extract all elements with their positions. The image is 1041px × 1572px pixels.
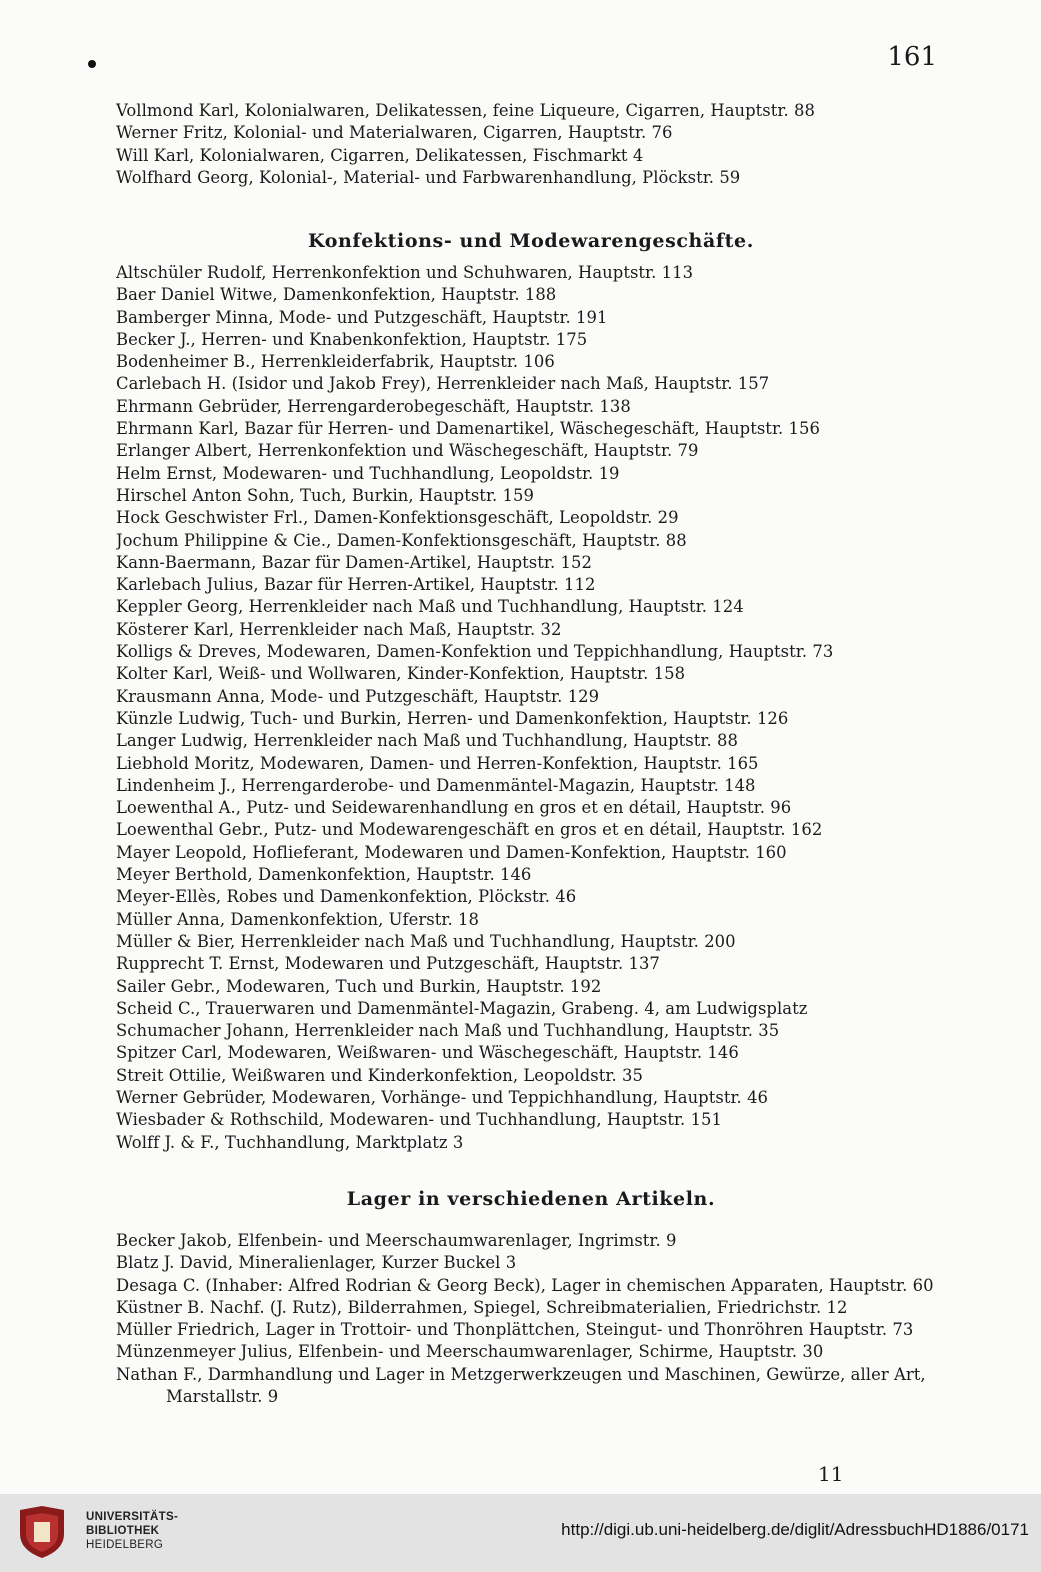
list-item: Kolligs & Dreves, Modewaren, Damen-Konfektion und Teppichhandlung, Hauptstr. 73 <box>116 642 834 662</box>
list-item: Kösterer Karl, Herrenkleider nach Maß, Hauptstr. 32 <box>116 619 562 639</box>
list-item: Krausmann Anna, Mode- und Putzgeschäft, Hauptstr. 129 <box>116 686 600 706</box>
list-item: Vollmond Karl, Kolonialwaren, Delikatessen, feine Liqueure, Cigarren, Hauptstr. 88 <box>116 101 815 120</box>
section-lager-list <box>116 1230 946 1408</box>
list-item: Wiesbader & Rothschild, Modewaren- und Tuchhandlung, Hauptstr. 151 <box>116 1110 723 1130</box>
sheet-signature: 11 <box>818 1462 844 1486</box>
list-item: Carlebach H. (Isidor und Jakob Frey), Herrenkleider nach Maß, Hauptstr. 157 <box>116 374 770 394</box>
list-item: Sailer Gebr., Modewaren, Tuch und Burkin, Hauptstr. 192 <box>116 976 602 996</box>
list-item: Lindenheim J., Herrengarderobe- und Damenmäntel-Magazin, Hauptstr. 148 <box>116 775 756 795</box>
list-item: Müller Friedrich, Lager in Trottoir- und Thonplättchen, Steingut- und Thonröhren Hauptstr. 73 <box>116 1320 914 1340</box>
list-item: Müller & Bier, Herrenkleider nach Maß und Tuchhandlung, Hauptstr. 200 <box>116 931 736 951</box>
list-item: Kolter Karl, Weiß- und Wollwaren, Kinder-Konfektion, Hauptstr. 158 <box>116 664 686 684</box>
list-item: Hock Geschwister Frl., Damen-Konfektionsgeschäft, Leopoldstr. 29 <box>116 508 679 528</box>
source-url-link[interactable]: http://digi.ub.uni-heidelberg.de/diglit/AdressbuchHD1886/0171 <box>561 1520 1029 1539</box>
list-item: Baer Daniel Witwe, Damenkonfektion, Hauptstr. 188 <box>116 285 557 305</box>
list-item: Keppler Georg, Herrenkleider nach Maß und Tuchhandlung, Hauptstr. 124 <box>116 597 744 617</box>
list-item: Desaga C. (Inhaber: Alfred Rodrian & Georg Beck), Lager in chemischen Apparaten, Hauptstr. 60 <box>116 1275 934 1295</box>
list-item: Werner Gebrüder, Modewaren, Vorhänge- und Teppichhandlung, Hauptstr. 46 <box>116 1087 769 1107</box>
list-item: Scheid C., Trauerwaren und Damenmäntel-Magazin, Grabeng. 4, am Ludwigsplatz <box>116 998 808 1018</box>
list-item: Helm Ernst, Modewaren- und Tuchhandlung, Leopoldstr. 19 <box>116 463 620 483</box>
list-item: Wolfhard Georg, Kolonial-, Material- und Farbwarenhandlung, Plöckstr. 59 <box>116 167 741 187</box>
list-item: Loewenthal A., Putz- und Seidewarenhandlung en gros et en détail, Hauptstr. 96 <box>116 798 792 818</box>
list-item: Ehrmann Karl, Bazar für Herren- und Damenartikel, Wäschegeschäft, Hauptstr. 156 <box>116 419 820 439</box>
list-item: Jochum Philippine & Cie., Damen-Konfektionsgeschäft, Hauptstr. 88 <box>116 530 687 550</box>
section-heading-konfektion: Konfektions- und Modewarengeschäfte. <box>308 230 754 252</box>
list-item: Nathan F., Darmhandlung und Lager in Metzgerwerkzeugen und Maschinen, Gewürze, aller Art, Marstallstr. 9 <box>116 1364 926 1407</box>
section-heading-lager: Lager in verschiedenen Artikeln. <box>346 1188 716 1210</box>
list-item: Langer Ludwig, Herrenkleider nach Maß und Tuchhandlung, Hauptstr. 88 <box>116 731 738 751</box>
list-item: Hirschel Anton Sohn, Tuch, Burkin, Hauptstr. 159 <box>116 485 534 505</box>
list-item: Kann-Baermann, Bazar für Damen-Artikel, Hauptstr. 152 <box>116 552 592 572</box>
list-item: Rupprecht T. Ernst, Modewaren und Putzgeschäft, Hauptstr. 137 <box>116 954 660 974</box>
list-item: Meyer-Ellès, Robes und Damenkonfektion, Plöckstr. 46 <box>116 887 577 907</box>
list-item: Künzle Ludwig, Tuch- und Burkin, Herren- und Damenkonfektion, Hauptstr. 126 <box>116 708 789 728</box>
section-konfektion-list <box>116 262 946 1154</box>
list-item: Will Karl, Kolonialwaren, Cigarren, Delikatessen, Fischmarkt 4 <box>116 145 644 165</box>
list-item: Streit Ottilie, Weißwaren und Kinderkonfektion, Leopoldstr. 35 <box>116 1065 643 1085</box>
list-item: Ehrmann Gebrüder, Herrengarderobegeschäft, Hauptstr. 138 <box>116 396 631 416</box>
top-entries <box>116 100 946 189</box>
list-item: Liebhold Moritz, Modewaren, Damen- und Herren-Konfektion, Hauptstr. 165 <box>116 753 759 773</box>
list-item: Bamberger Minna, Mode- und Putzgeschäft, Hauptstr. 191 <box>116 307 608 327</box>
library-footer <box>0 1494 1041 1572</box>
list-item: Werner Fritz, Kolonial- und Materialwaren, Cigarren, Hauptstr. 76 <box>116 123 673 143</box>
list-item: Becker J., Herren- und Knabenkonfektion, Hauptstr. 175 <box>116 329 588 349</box>
list-item: Erlanger Albert, Herrenkonfektion und Wäschegeschäft, Hauptstr. 79 <box>116 441 699 461</box>
list-item: Mayer Leopold, Hoflieferant, Modewaren und Damen-Konfektion, Hauptstr. 160 <box>116 842 787 862</box>
list-item: Wolff J. & F., Tuchhandlung, Marktplatz 3 <box>116 1132 464 1152</box>
university-seal-icon <box>12 1504 72 1560</box>
page-number: 161 <box>887 42 937 72</box>
library-logo-text: UNIVERSITÄTS- BIBLIOTHEK HEIDELBERG <box>86 1511 179 1551</box>
list-item: Loewenthal Gebr., Putz- und Modewarengeschäft en gros et en détail, Hauptstr. 162 <box>116 820 823 840</box>
list-item: Spitzer Carl, Modewaren, Weißwaren- und Wäschegeschäft, Hauptstr. 146 <box>116 1043 739 1063</box>
list-item: Karlebach Julius, Bazar für Herren-Artikel, Hauptstr. 112 <box>116 575 596 595</box>
list-item: Meyer Berthold, Damenkonfektion, Hauptstr. 146 <box>116 865 532 885</box>
list-item: Bodenheimer B., Herrenkleiderfabrik, Hauptstr. 106 <box>116 352 555 372</box>
list-item: Altschüler Rudolf, Herrenkonfektion und Schuhwaren, Hauptstr. 113 <box>116 263 694 282</box>
list-item: Küstner B. Nachf. (J. Rutz), Bilderrahmen, Spiegel, Schreibmaterialien, Friedrichstr. 12 <box>116 1297 848 1317</box>
list-item: Blatz J. David, Mineralienlager, Kurzer Buckel 3 <box>116 1253 517 1273</box>
printed-dot-mark <box>88 60 96 68</box>
list-item: Müller Anna, Damenkonfektion, Uferstr. 18 <box>116 909 479 929</box>
list-item: Schumacher Johann, Herrenkleider nach Maß und Tuchhandlung, Hauptstr. 35 <box>116 1021 780 1041</box>
list-item: Becker Jakob, Elfenbein- und Meerschaumwarenlager, Ingrimstr. 9 <box>116 1231 677 1250</box>
list-item: Münzenmeyer Julius, Elfenbein- und Meerschaumwarenlager, Schirme, Hauptstr. 30 <box>116 1342 824 1362</box>
